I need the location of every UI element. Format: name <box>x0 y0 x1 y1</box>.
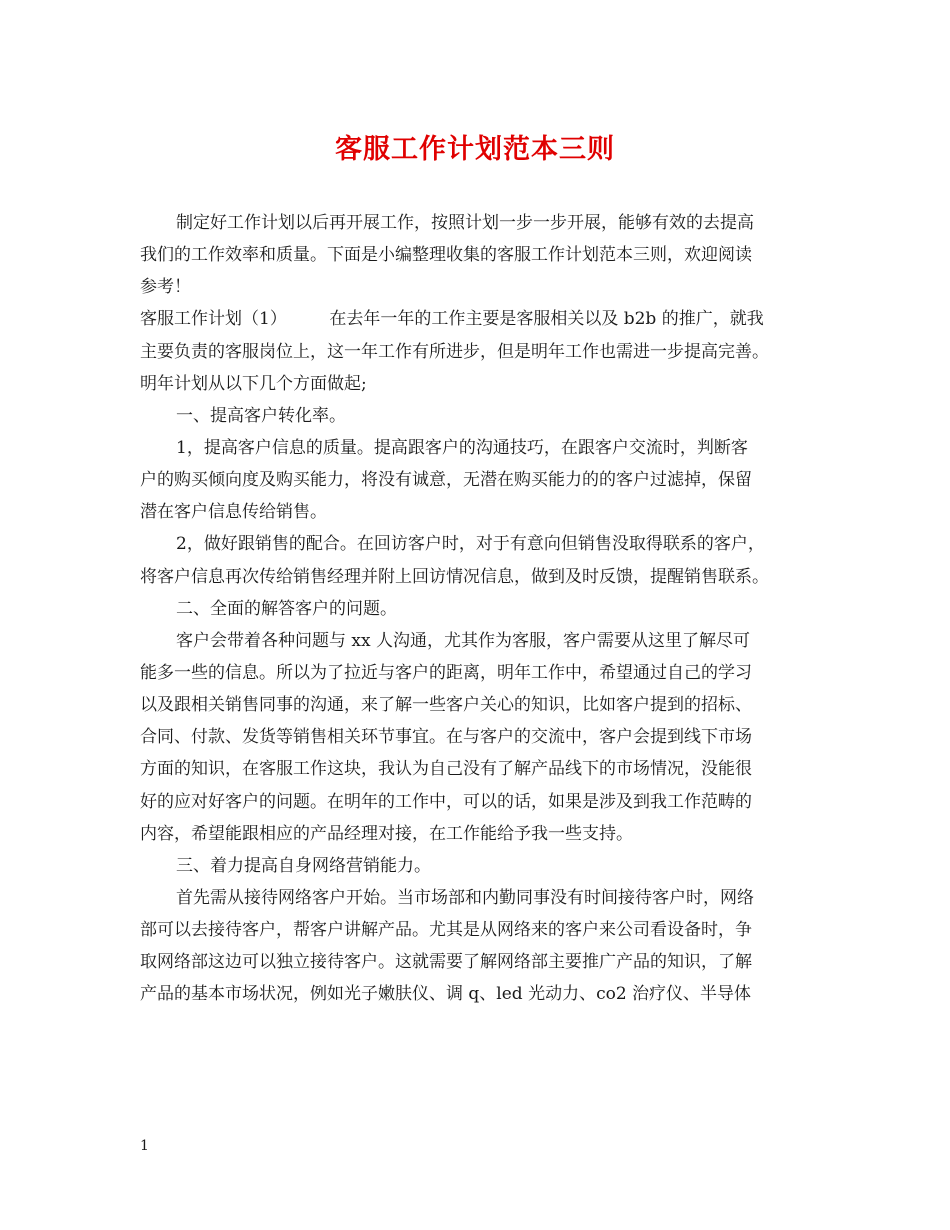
text-line: 部可以去接待客户，帮客户讲解产品。尤其是从网络来的客户来公司看设备时，争 <box>140 920 752 941</box>
section-heading: 三、着力提高自身网络营销能力。 <box>176 855 431 876</box>
text-line: 制定好工作计划以后再开展工作，按照计划一步一步开展，能够有效的去提高 <box>176 213 754 233</box>
page-number: 1 <box>140 1138 149 1154</box>
text-line: 客服工作计划（1） 在去年一年的工作主要是客服相关以及 b2b 的推广，就我 <box>140 309 764 330</box>
text-line: 户的购买倾向度及购买能力，将没有诚意，无潜在购买能力的的客户过滤掉，保留 <box>140 470 752 491</box>
text-line: 好的应对好客户的问题。在明年的工作中，可以的话，如果是涉及到我工作范畴的 <box>140 791 752 812</box>
text-line: 参考！ <box>140 277 191 298</box>
section-heading: 一、提高客户转化率。 <box>176 405 346 426</box>
text-line: 能多一些的信息。所以为了拉近与客户的距离，明年工作中，希望通过自己的学习 <box>140 662 752 683</box>
text-line: 我们的工作效率和质量。下面是小编整理收集的客服工作计划范本三则，欢迎阅读 <box>140 245 752 266</box>
text-line: 潜在客户信息传给销售。 <box>140 502 327 523</box>
document-title: 客服工作计划范本三则 <box>335 134 615 165</box>
text-line: 方面的知识，在客服工作这块，我认为自己没有了解产品线下的市场情况，没能很 <box>140 759 752 780</box>
text-line: 主要负责的客服岗位上，这一年工作有所进步，但是明年工作也需进一步提高完善。 <box>140 341 769 362</box>
text-line: 产品的基本市场状况，例如光子嫩肤仪、调 q、led 光动力、co2 治疗仪、半导体 <box>140 984 752 1005</box>
section-heading: 二、全面的解答客户的问题。 <box>176 598 397 619</box>
text-line: 首先需从接待网络客户开始。当市场部和内勤同事没有时间接待客户时，网络 <box>176 887 754 908</box>
text-line: 1，提高客户信息的质量。提高跟客户的沟通技巧，在跟客户交流时，判断客 <box>176 437 748 458</box>
text-line: 客户会带着各种问题与 xx 人沟通，尤其作为客服，客户需要从这里了解尽可 <box>176 630 750 651</box>
text-line: 2，做好跟销售的配合。在回访客户时，对于有意向但销售没取得联系的客户， <box>176 534 765 555</box>
text-line: 以及跟相关销售同事的沟通，来了解一些客户关心的知识，比如客户提到的招标、 <box>140 695 752 716</box>
text-line: 明年计划从以下几个方面做起; <box>140 373 367 394</box>
text-line: 取网络部这边可以独立接待客户。这就需要了解网络部主要推广产品的知识，了解 <box>140 952 752 973</box>
text-line: 内容，希望能跟相应的产品经理对接，在工作能给予我一些支持。 <box>140 823 633 844</box>
text-line: 合同、付款、发货等销售相关环节事宜。在与客户的交流中，客户会提到线下市场 <box>140 727 752 748</box>
text-line: 将客户信息再次传给销售经理并附上回访情况信息，做到及时反馈，提醒销售联系。 <box>140 566 769 587</box>
document-body <box>140 207 812 1011</box>
